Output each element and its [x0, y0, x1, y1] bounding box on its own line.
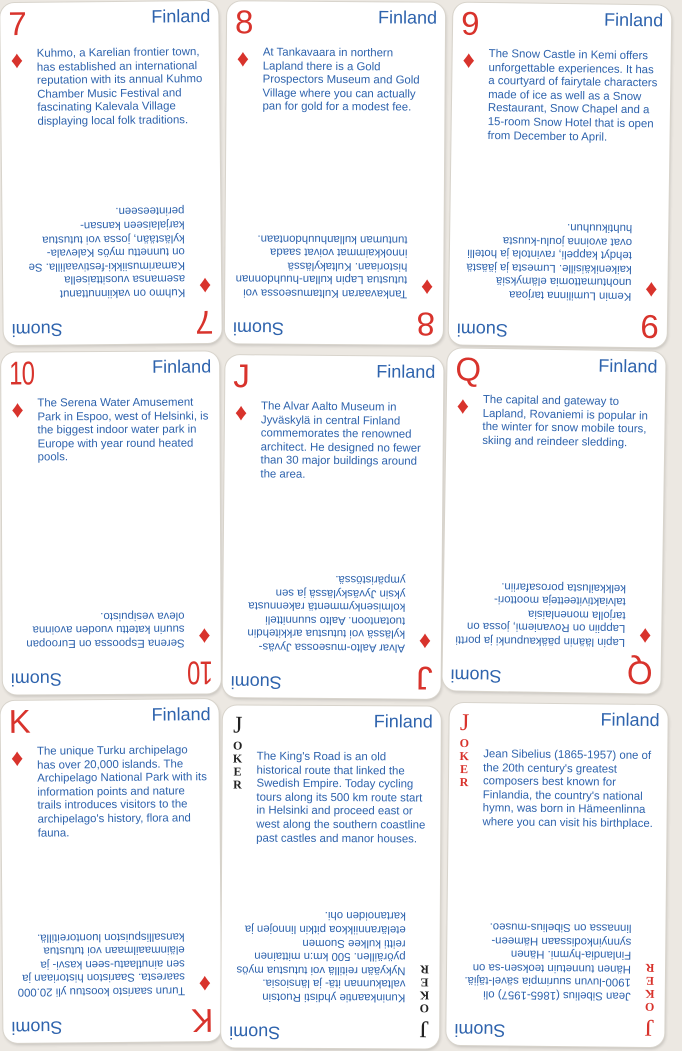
- card-heading-finnish: Suomi: [232, 318, 285, 339]
- playing-card: [442, 348, 665, 693]
- card-bottom-half: [223, 526, 442, 699]
- playing-card: [225, 1, 445, 345]
- diamond-suit-icon: ♦: [198, 271, 212, 300]
- card-heading-english: Finland: [373, 711, 433, 732]
- card-bottom-half: [449, 173, 669, 347]
- card-text-english: The Alvar Aalto Museum in Jyväskylä in central Finland commemorates the renowned architect. He designed no fewer than 30 major buildings around the area.: [260, 400, 421, 481]
- card-heading-finnish: Suomi: [230, 672, 282, 693]
- card-text-finnish: Kuhmo on vakiinnuttanut asemansa vuosittaisella Kamarimusiikki-festivaalilla. Se on tunnettu myös Kalevala-kylästään, jossa voi tutustua karjalaiseen kansan-perinteeseen.: [28, 204, 186, 300]
- card-rank: Q: [627, 654, 653, 692]
- diamond-suit-icon: ♦: [198, 970, 212, 998]
- card-text-english: The Serena Water Amusement Park in Espoo, west of Helsinki, is the biggest indoor water park in Europe with year round heated pools.: [37, 396, 209, 464]
- card-heading-finnish: Suomi: [454, 1019, 506, 1041]
- diamond-suit-icon: ♦: [198, 622, 211, 650]
- card-bottom-half: [2, 172, 222, 345]
- card-text-english: The capital and gateway to Lapland, Rovaniemi is popular in the winter for snow mobile tours, skiing and reindeer sledding.: [482, 393, 649, 449]
- card-heading-english: Finland: [377, 7, 438, 28]
- card-rank: 7: [196, 303, 214, 342]
- card-rank: K: [192, 1002, 214, 1040]
- card-top-half: [224, 355, 443, 528]
- card-rank: 9: [641, 308, 660, 346]
- card-heading-english: Finland: [600, 709, 660, 731]
- joker-index: [640, 961, 659, 1039]
- card-text-english: At Tankavaara in northern Lapland there is a Gold Prospectors Museum and Gold Village where you can actually pan for gold for a modest fee.: [262, 46, 420, 114]
- joker-label: O K E R: [419, 962, 430, 1016]
- card-text-finnish: Lapin läänin pääkaupunki ja portti Lappiin on Rovaniemi, jossa on tarjolla monenlaisia talviaktiviteetteja moottori-kelkkailusta porosafariin.: [455, 579, 627, 649]
- card-rank: J: [419, 1015, 429, 1042]
- joker-index: [455, 711, 474, 789]
- card-heading-english: Finland: [376, 361, 436, 382]
- card-bottom-half: [2, 522, 221, 694]
- card-rank: 7: [8, 4, 26, 43]
- card-heading-english: Finland: [598, 355, 658, 377]
- card-rank: J: [644, 1013, 655, 1041]
- joker-index: [415, 962, 433, 1040]
- card-rank: 8: [234, 3, 253, 41]
- card-top-half: [1, 351, 220, 523]
- playing-card: [221, 705, 441, 1048]
- card-text-english: Kuhmo, a Karelian frontier town, has established an international reputation with its annual Kuhmo Chamber Music Festival and fascinating Kalevala Village displaying local folk traditions.: [36, 46, 203, 128]
- card-heading-english: Finland: [603, 9, 664, 31]
- card-text-finnish: Turun saaristo koostuu yli 20.000 saaresta. Saariston historiaan ja sen ainutlaatu-seen kasvi- ja eläinmaailmaan voi tutustua kansallispuiston luontoreitillä.: [17, 929, 186, 998]
- joker-index: [228, 713, 246, 791]
- card-heading-finnish: Suomi: [10, 669, 62, 690]
- card-text-english: The King's Road is an old historical route that linked the Swedish Empire. Today cycling tours along its 500 km route start in Helsinki and proceed east or west along the southern coastline past castles and manor houses.: [256, 750, 426, 846]
- card-top-half: [226, 1, 445, 174]
- card-rank: Q: [455, 350, 481, 388]
- card-text-finnish: Alvar Aalto-museossa Jyväs-kylässä voi tutustua arkkitehdin tuotantoon. Aalto suunnitteli kolmisenkymmentä rakennusta yksin Jyväskylässä ja sen ympäristössä.: [247, 573, 406, 654]
- card-heading-finnish: Suomi: [11, 319, 63, 341]
- card-heading-finnish: Suomi: [456, 319, 508, 341]
- diamond-suit-icon: ♦: [418, 627, 432, 655]
- card-text-english: The Snow Castle in Kemi offers unforgettable experiences. It has a courtyard of fairytale characters made of ice as well as a Snow Restaurant, Snow Chapel and a 15-room Snow Hotel that is open from December to April.: [487, 47, 658, 144]
- diamond-suit-icon: ♦: [644, 276, 658, 304]
- card-top-half: [1, 699, 220, 872]
- card-rank: K: [8, 702, 30, 740]
- card-top-half: [451, 2, 671, 176]
- card-heading-finnish: Suomi: [450, 665, 502, 687]
- card-heading-english: Finland: [152, 356, 212, 377]
- card-rank: J: [459, 709, 470, 737]
- card-top-half: [0, 1, 220, 174]
- diamond-suit-icon: ♦: [10, 46, 24, 75]
- card-rank: 10: [187, 654, 213, 692]
- joker-label: O K E R: [644, 960, 655, 1015]
- playing-card: [223, 355, 444, 699]
- playing-card: [449, 2, 672, 347]
- card-heading-finnish: Suomi: [11, 1017, 63, 1038]
- card-text-finnish: Jean Sibelius (1865-1957) oli 1900-luvun suurimpia sävel-täjiä. Hänen tunnetuin teoksen-sa on Finlandia-hymni. Hänen synnyinkodissaan Hämeen-linnassa on Sibelius-museo.: [464, 920, 632, 1002]
- card-text-finnish: Kuninkaantie yhdisti Ruotsin valtakunnan itä- ja länsiosia. Nykyään reitillä voi tutustua myös pyöräillen. 500 km:n mittainen reitti kulkee Suomen eteläranniikkoa pitkin linnojen ja kartanoiden ohi.: [236, 909, 406, 1004]
- card-heading-english: Finland: [151, 704, 211, 725]
- diamond-suit-icon: ♦: [11, 396, 24, 424]
- diamond-suit-icon: ♦: [638, 622, 652, 650]
- playing-card: [1, 351, 221, 694]
- card-heading-finnish: Suomi: [229, 1022, 281, 1043]
- card-top-half: [448, 703, 668, 876]
- card-text-finnish: Serena Espoossa on Euroopan suurin katettu vuoden avoinna oleva vesipuisto.: [26, 609, 185, 650]
- diamond-suit-icon: ♦: [420, 273, 434, 301]
- joker-label: O K E R: [459, 735, 470, 790]
- diamond-suit-icon: ♦: [456, 392, 470, 420]
- diamond-suit-icon: ♦: [462, 46, 476, 74]
- card-rank: J: [233, 712, 243, 739]
- card-top-half: [222, 705, 441, 877]
- card-rank: 10: [9, 354, 35, 392]
- playing-card: [1, 699, 222, 1043]
- card-text-finnish: Tankavaaran Kultamuseossa voi tutustua Lapin kullan-huuhdonnan historiaan. Kultakylässä innokkaimmat voivat saada tuntuman kullanhuuhdontaan.: [235, 232, 408, 300]
- card-bottom-half: [225, 172, 444, 345]
- card-text-finnish: Kemin Lumilinna tarjoaa unohtumattomia elämyksiä kaikenikäisille. Lumesta ja jäästä tehdyt kappeli, ravintola ja hotelli ovat avoinna joulu-kuusta huhtikuuhun.: [466, 221, 633, 303]
- card-rank: 8: [417, 305, 436, 343]
- diamond-suit-icon: ♦: [234, 399, 248, 427]
- diamond-suit-icon: ♦: [10, 744, 24, 772]
- joker-label: O K E R: [232, 738, 243, 792]
- card-bottom-half: [442, 519, 663, 693]
- card-bottom-half: [446, 874, 666, 1047]
- card-bottom-half: [221, 876, 440, 1048]
- playing-card: [446, 703, 668, 1047]
- card-heading-english: Finland: [151, 5, 211, 27]
- card-text-english: Jean Sibelius (1865-1957) one of the 20th century's greatest composers best known for Finlandia, the country's national hymn, was born in Hämeenlinna where you can visit his birthplace.: [482, 748, 653, 830]
- card-rank: J: [417, 659, 433, 697]
- card-rank: 9: [460, 4, 479, 42]
- card-bottom-half: [2, 870, 221, 1043]
- card-top-half: [445, 348, 666, 522]
- card-rank: J: [233, 357, 249, 395]
- diamond-suit-icon: ♦: [236, 45, 250, 73]
- card-text-english: The unique Turku archipelago has over 20,000 islands. The Archipelago National Park with its information points and nature trails introduces visitors to the archipelago's history, flora and fauna.: [36, 744, 207, 840]
- playing-card: [0, 1, 222, 345]
